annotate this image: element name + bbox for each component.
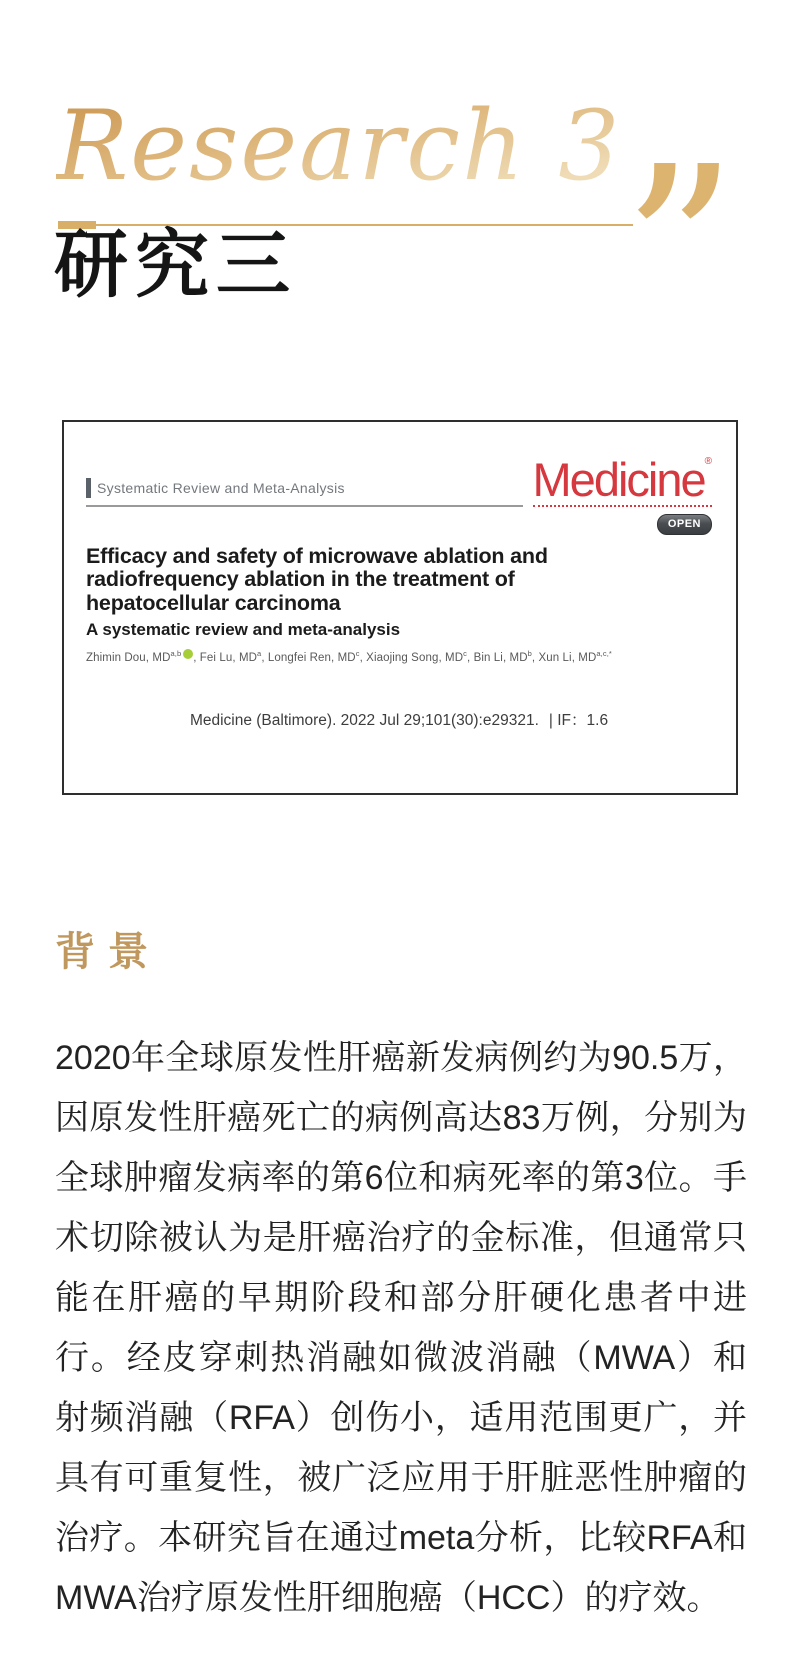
paper-title-line: radiofrequency ablation in the treatment of [86, 567, 515, 592]
medicine-logo-text: Medicine [532, 453, 705, 506]
citation-text: Medicine (Baltimore). 2022 Jul 29;101(30):e29321. [189, 712, 539, 730]
paper-title [86, 545, 712, 615]
open-badge-row [86, 514, 712, 535]
medicine-journal-logo [532, 453, 712, 507]
author-entry: Zhimin Dou, MD$^{a,b}$ [86, 652, 193, 664]
journal-article-card [62, 420, 738, 795]
section-title-chinese: 研究三 [54, 225, 297, 307]
paper-subtitle: A systematic review and meta-analysis [86, 620, 401, 640]
journal-header-row [86, 453, 712, 507]
impact-factor: | IF：1.6 [548, 712, 609, 730]
paper-title-line: Efficacy and safety of microwave ablation and [86, 544, 548, 568]
journal-section-label-text: Systematic Review and Meta-Analysis [97, 480, 345, 496]
author-entry: , Longfei Ren, $MD^c$ [261, 649, 360, 665]
author-entry: , Bin Li, $MD^b$ [466, 649, 532, 665]
background-heading: 背景 [55, 929, 161, 974]
label-bar-icon [86, 478, 91, 498]
orcid-icon [183, 649, 193, 659]
author-entry: , Xiaojing Song, $MD^c$ [359, 649, 467, 665]
author-entry: , Fei Lu, $MD^a$ [193, 649, 262, 665]
open-access-badge: OPEN [657, 514, 712, 535]
citation-line [86, 708, 712, 730]
background-paragraph: 2020年全球原发性肝癌新发病例约为90.5万，因原发性肝癌死亡的病例高达83万例，分别为全球肿瘤发病率的第6位和病死率的第3位。手术切除被认为是肝癌治疗的金标准，但通常只能在肝癌的早期阶段和部分肝硬化患者中进行。经皮穿刺热消融如微波消融（MWA）和射频消融（RFA）创伤小，适用范围更广，并具有可重复性，被广泛应用于肝脏恶性肿瘤的治疗。本研究旨在通过meta分析，比较RFA和MWA治疗原发性肝细胞癌（HCC）的疗效。 [55, 1039, 747, 1617]
author-list [86, 649, 712, 664]
closing-quote-icon: ” [622, 119, 738, 381]
registered-trademark: ® [704, 456, 712, 467]
research-script-title: Research 3 [56, 90, 622, 202]
author-entry: , Xun Li, $MD^{a,c,*}$ [531, 649, 612, 665]
journal-section-label [86, 478, 523, 507]
paper-title-line: hepatocellular carcinoma [86, 590, 341, 615]
hero-header [0, 0, 800, 420]
